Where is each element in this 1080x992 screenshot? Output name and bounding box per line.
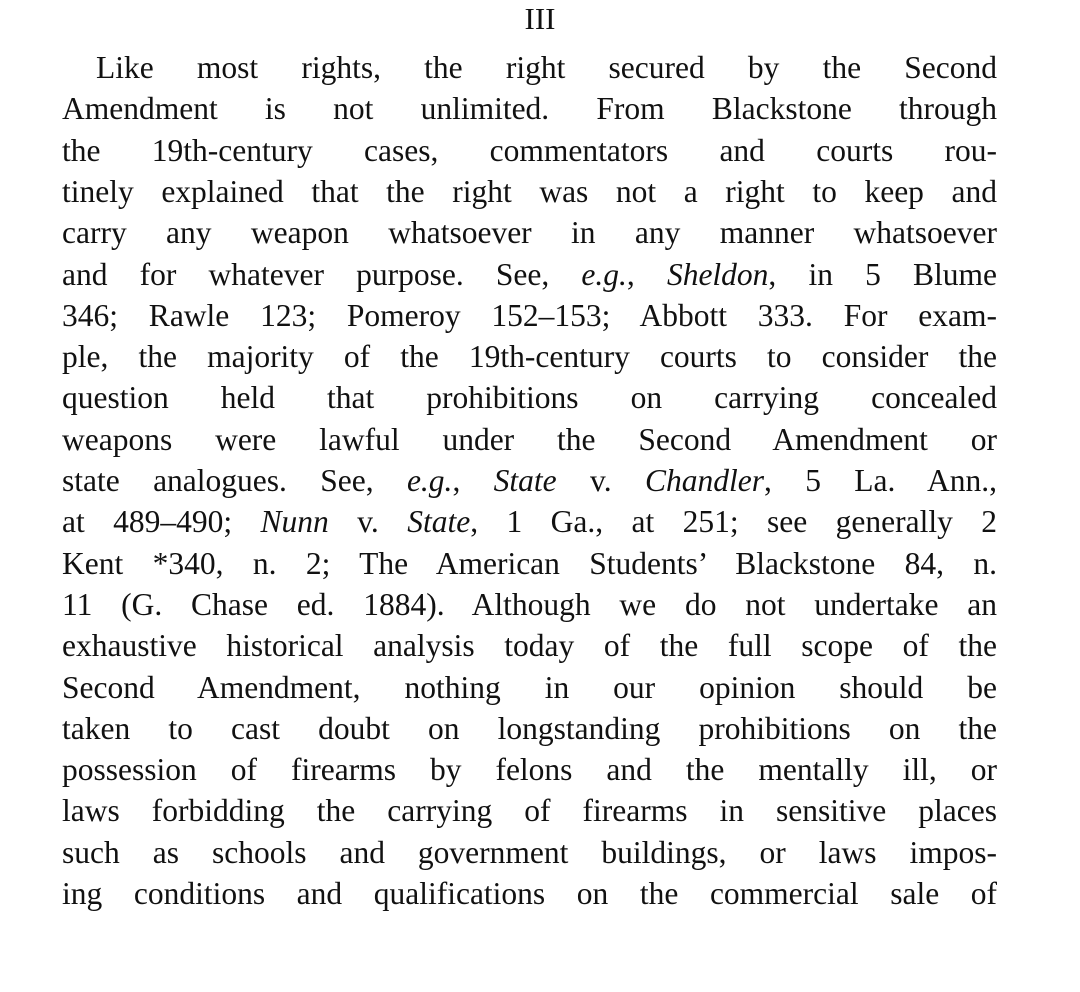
section-heading: III xyxy=(524,1,556,36)
text-segment: and for whatever purpose. See, xyxy=(62,256,582,292)
text-segment: Second Amendment, nothing in our opinion should be xyxy=(62,669,997,705)
text-segment: v. xyxy=(556,463,645,498)
text-segment: , in 5 Blume xyxy=(768,256,998,292)
text-line xyxy=(62,378,997,418)
text-segment: such as schools and government buildings, or laws impos- xyxy=(62,834,997,870)
text-segment: , 5 La. Ann., xyxy=(763,463,997,498)
text-segment: tinely explained that the right was not a right to keep and xyxy=(62,173,997,209)
text-segment: , xyxy=(626,256,667,292)
text-segment: possession of firearms by felons and the mentally ill, or xyxy=(62,752,997,788)
text-line xyxy=(62,874,997,914)
text-line xyxy=(62,709,997,749)
text-segment: Amendment is not unlimited. From Blackstone through xyxy=(62,91,997,127)
text-segment: v. xyxy=(328,504,408,540)
text-segment: the 19th-century cases, commentators and courts rou- xyxy=(62,132,997,168)
text-line xyxy=(62,296,997,336)
text-line xyxy=(62,668,997,708)
text-line xyxy=(62,791,997,831)
text-segment: exhaustive historical analysis today of the full scope of the xyxy=(62,628,997,664)
text-line xyxy=(62,585,997,625)
text-segment: , 1 Ga., at 251; see generally 2 xyxy=(470,504,997,540)
text-line xyxy=(62,172,997,212)
text-segment: question held that prohibitions on carrying concealed xyxy=(62,380,997,416)
text-line xyxy=(62,213,997,253)
italic-text: Sheldon xyxy=(666,256,769,292)
text-line xyxy=(96,48,997,88)
text-line xyxy=(62,89,997,129)
text-segment: Kent *340, n. 2; The American Students’ Blackstone 84, n. xyxy=(62,545,997,581)
text-line xyxy=(62,131,997,171)
text-line xyxy=(62,544,997,584)
text-segment: weapons were lawful under the Second Amendment or xyxy=(62,421,997,457)
text-segment: , xyxy=(452,463,494,498)
text-segment: ple, the majority of the 19th-century courts to consider the xyxy=(62,339,997,375)
text-line xyxy=(62,461,997,501)
text-line xyxy=(62,833,997,873)
text-segment: 346; Rawle 123; Pomeroy 152–153; Abbott 333. For exam- xyxy=(62,297,997,333)
italic-text: e.g. xyxy=(406,463,453,498)
italic-text: e.g. xyxy=(581,256,627,292)
text-segment: taken to cast doubt on longstanding prohibitions on the xyxy=(62,710,997,746)
text-segment: state analogues. See, xyxy=(62,463,407,498)
italic-text: State xyxy=(493,463,557,498)
text-line xyxy=(62,255,997,295)
italic-text: State xyxy=(407,504,471,540)
text-segment: 11 (G. Chase ed. 1884). Although we do not undertake an xyxy=(62,586,997,622)
text-line xyxy=(62,502,997,542)
text-segment: at 489–490; xyxy=(62,504,261,540)
italic-text: Nunn xyxy=(260,504,329,540)
text-line xyxy=(62,626,997,666)
text-segment: Like most rights, the right secured by the Second xyxy=(96,50,997,85)
text-line xyxy=(62,337,997,377)
text-line xyxy=(62,750,997,790)
italic-text: Chandler xyxy=(644,463,764,498)
text-segment: carry any weapon whatsoever in any manner whatsoever xyxy=(62,215,997,251)
text-segment: laws forbidding the carrying of firearms in sensitive places xyxy=(62,793,997,829)
text-segment: ing conditions and qualifications on the commercial sale of xyxy=(62,876,997,911)
text-line xyxy=(62,420,997,460)
